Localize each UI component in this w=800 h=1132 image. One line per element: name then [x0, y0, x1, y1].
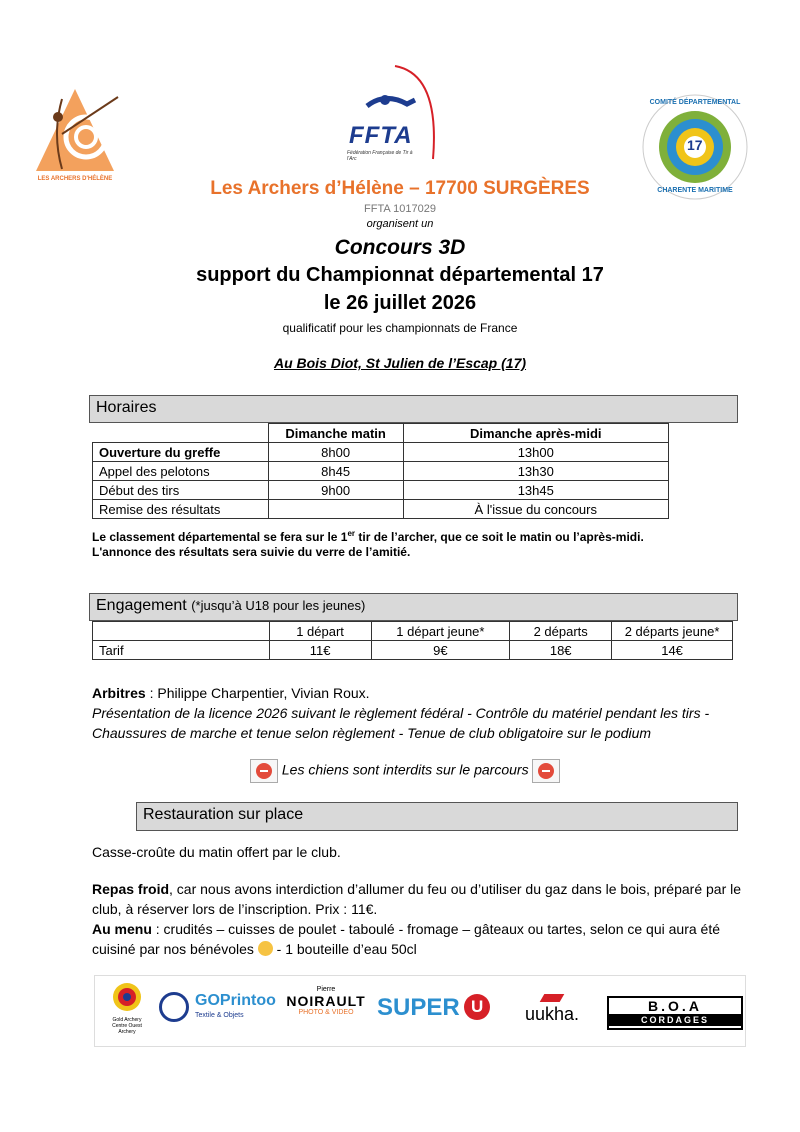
menu-desc: : crudités – cuisses de poulet - taboulé - fromage – gâteaux ou tartes, selon ce qui aura été cuisiné par nos bénévoles	[92, 921, 721, 957]
classement-note-sup: er	[347, 529, 356, 538]
tarif-price: 9€	[371, 641, 510, 660]
engagement-header-row	[93, 622, 733, 641]
centre-ouest-text: Centre Ouest Archery	[112, 1023, 142, 1035]
engagement-table	[92, 621, 733, 660]
horaires-col-aprem: Dimanche après-midi	[403, 424, 668, 443]
engagement-title: Engagement	[96, 597, 187, 614]
event-location: Au Bois Diot, St Julien de l’Escap (17)	[273, 355, 527, 371]
menu-label: Au menu	[92, 921, 152, 937]
boa-cordages-logo	[607, 996, 743, 1030]
comite-logo-bottom-text: CHARENTE MARITIME	[657, 187, 733, 194]
classement-note-part1: Le classement départemental se fera sur le 1	[92, 530, 348, 544]
event-qualification: qualificatif pour les championnats de France	[282, 321, 518, 335]
row-label: Remise des résultats	[93, 500, 269, 519]
row-aprem: 13h30	[403, 462, 668, 481]
noirault-first: Pierre	[316, 986, 336, 993]
row-label: Début des tirs	[93, 481, 269, 500]
tarif-price: 18€	[510, 641, 612, 660]
horaires-header-row	[93, 424, 669, 443]
ffta-logo	[345, 64, 445, 164]
engagement-col-3: 2 départs	[510, 622, 612, 641]
arbitres-line	[92, 683, 752, 703]
uukha-text: uukha.	[524, 1004, 580, 1024]
sponsors-strip	[94, 975, 746, 1047]
arbitres-label: Arbitres	[92, 685, 146, 701]
table-row	[93, 481, 669, 500]
reglement-text: Présentation de la licence 2026 suivant le règlement fédéral - Contrôle du matériel pendant les tirs - Chaussures de marche et tenue selon règlement - Tenue de club obligatoire sur le podium	[92, 705, 710, 741]
menu-end: - 1 bouteille d’eau 50cl	[272, 941, 417, 957]
horaires-title: Horaires	[96, 399, 157, 416]
goprintoo-logo	[159, 990, 289, 1034]
ffta-logo-text: FFTA	[349, 122, 413, 149]
casse-croute-text: Casse-croûte du matin offert par le club.	[92, 844, 341, 860]
row-aprem: 13h00	[403, 443, 668, 462]
engagement-col-2: 1 départ jeune*	[371, 622, 510, 641]
no-entry-icon	[250, 759, 278, 783]
event-title: Concours 3D	[334, 236, 466, 259]
noirault-name: NOIRAULT	[286, 993, 366, 1009]
horaires-col-empty	[93, 424, 269, 443]
row-matin: 9h00	[268, 481, 403, 500]
engagement-subtitle: (*jusqu’à U18 pour les jeunes)	[191, 598, 366, 613]
comite-logo-top-text: COMITÉ DÉPARTEMENTAL	[649, 99, 741, 106]
smiley-icon	[258, 941, 273, 956]
uukha-logo	[519, 994, 585, 1034]
row-aprem: 13h45	[403, 481, 668, 500]
table-row	[93, 462, 669, 481]
row-matin: 8h45	[268, 462, 403, 481]
gold-archery-text: Gold Archery	[112, 1017, 142, 1023]
classement-note-part2: tir de l’archer, que ce soit le matin ou l’après-midi.	[355, 530, 644, 544]
noirault-logo	[285, 986, 367, 1036]
organise-text: organisent un	[366, 218, 434, 230]
archers-helene-logo-text: LES ARCHERS D'HÉLÈNE	[37, 176, 113, 182]
tarif-price: 11€	[269, 641, 371, 660]
dogs-notice-text: Les chiens sont interdits sur le parcours	[281, 761, 529, 778]
ffta-number: FFTA 1017029	[364, 203, 436, 215]
goprintoo-icon	[159, 992, 189, 1022]
ffta-logo-subtext: Fédération Française de Tir à l'Arc	[347, 150, 413, 162]
tarif-price: 14€	[612, 641, 733, 660]
repas-froid-desc: , car nous avons interdiction d’allumer du feu ou d’utiliser du gaz dans le bois, préparé par le club, à réserver lors de l’inscription. Prix : 11€.	[92, 881, 742, 917]
row-label: Ouverture du greffe	[93, 443, 269, 462]
engagement-section-title	[89, 593, 738, 621]
horaires-section-title	[89, 395, 738, 423]
gold-archery-logo	[103, 982, 151, 1042]
super-u-logo	[377, 994, 495, 1028]
cordages-text: CORDAGES	[609, 1014, 741, 1026]
restauration-title: Restauration sur place	[143, 806, 304, 823]
archers-helene-logo	[22, 79, 128, 191]
boa-text: B.O.A	[648, 998, 702, 1014]
row-matin: 8h00	[268, 443, 403, 462]
engagement-col-empty	[93, 622, 270, 641]
uukha-wing-icon	[540, 994, 565, 1002]
super-u-text: SUPER	[377, 994, 460, 1021]
tarif-label: Tarif	[93, 641, 270, 660]
row-aprem: À l'issue du concours	[403, 500, 668, 519]
club-title: Les Archers d’Hélène – 17700 SURGÈRES	[210, 178, 590, 199]
restauration-section-title	[136, 802, 738, 831]
dogs-notice	[250, 759, 590, 783]
horaires-col-matin: Dimanche matin	[268, 424, 403, 443]
noirault-sub: PHOTO & VIDEO	[298, 1009, 354, 1016]
goprintoo-subtext: Textile & Objets	[195, 1012, 244, 1019]
table-row	[93, 500, 669, 519]
table-row	[93, 641, 733, 660]
arbitres-names: : Philippe Charpentier, Vivian Roux.	[145, 685, 370, 701]
no-entry-icon	[532, 759, 560, 783]
engagement-col-4: 2 départs jeune*	[612, 622, 733, 641]
engagement-col-1: 1 départ	[269, 622, 371, 641]
event-subtitle: support du Championnat départemental 17	[196, 264, 604, 286]
repas-froid-text	[92, 879, 752, 919]
menu-text	[92, 919, 752, 959]
resultats-note: L'annonce des résultats sera suivie du verre de l’amitié.	[92, 545, 411, 559]
row-matin	[268, 500, 403, 519]
row-label: Appel des pelotons	[93, 462, 269, 481]
table-row	[93, 443, 669, 462]
repas-froid-label: Repas froid	[92, 881, 170, 897]
super-u-badge: U	[464, 994, 490, 1020]
goprintoo-text: GOPrintoo	[195, 992, 276, 1009]
event-date: le 26 juillet 2026	[323, 292, 477, 314]
horaires-table	[92, 423, 669, 519]
comite-logo-number: 17	[687, 137, 703, 153]
